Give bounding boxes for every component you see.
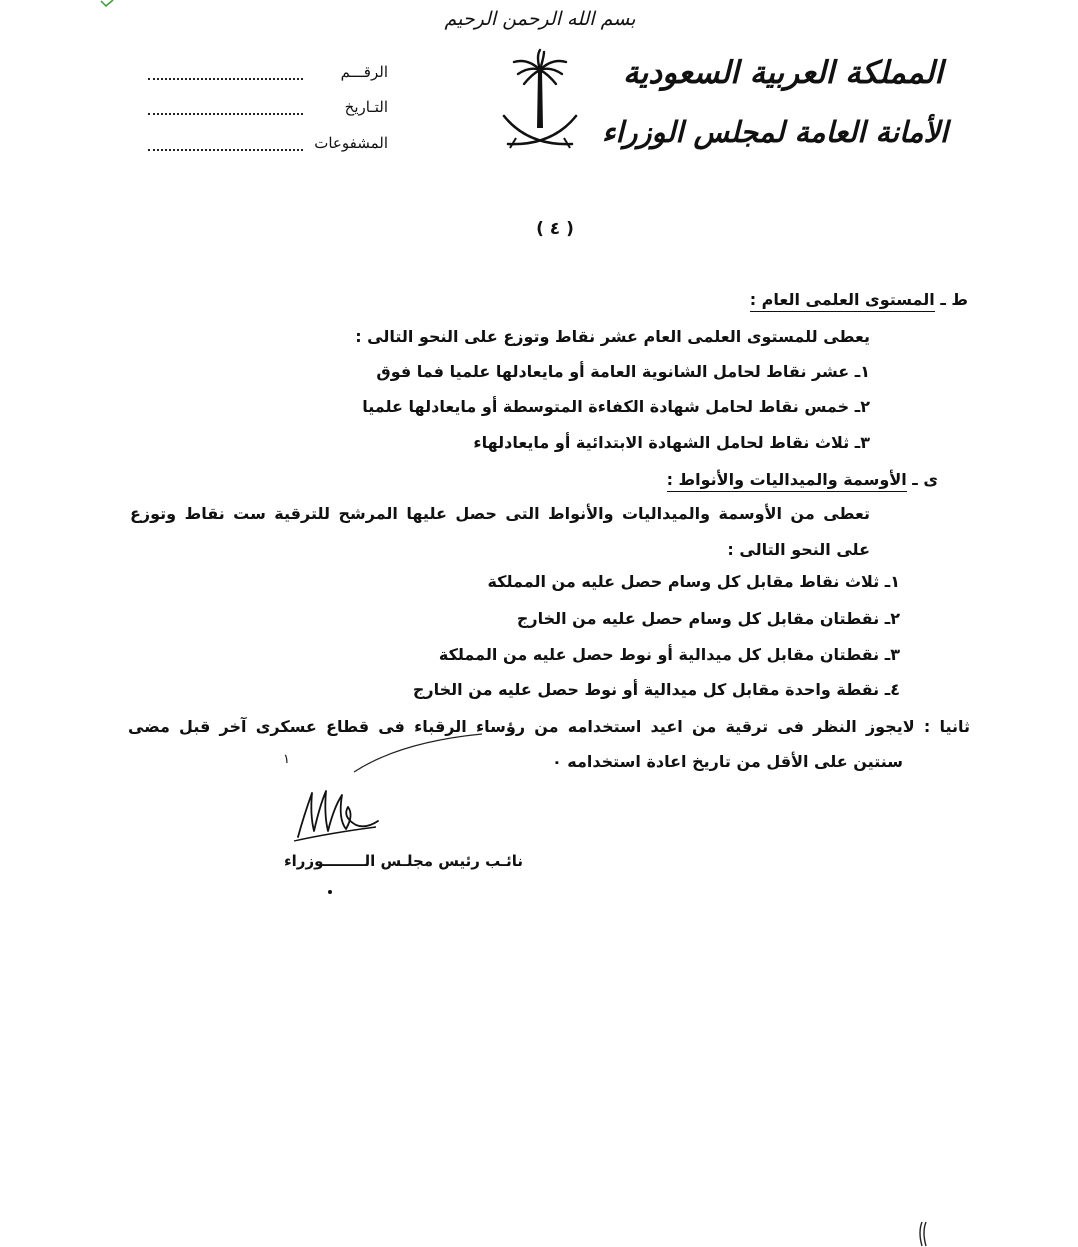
list-item: ١ـ ثلاث نقاط مقابل كل وسام حصل عليه من المملكة bbox=[487, 572, 900, 591]
list-item: ٢ـ خمس نقاط لحامل شهادة الكفاءة المتوسطة أو مايعادلها علميا bbox=[362, 397, 870, 416]
section-y-intro-line-1: تعطى من الأوسمة والميداليات والأنواط التى حصل عليها المرشح للترقية ست نقاط وتوزع bbox=[130, 504, 870, 523]
green-check-mark bbox=[100, 0, 114, 8]
dotted-line bbox=[148, 78, 303, 80]
section-prefix: ط ـ bbox=[940, 290, 968, 309]
dotted-line bbox=[148, 113, 303, 115]
secretariat-title: الأمانة العامة لمجلس الوزراء bbox=[601, 115, 948, 149]
section-prefix: ى ـ bbox=[912, 470, 938, 489]
dot-mark bbox=[328, 890, 332, 894]
signatory-title: نائـب رئيس مجلـس الــــــــوزراء bbox=[284, 852, 523, 870]
field-label: التـاريخ bbox=[344, 98, 388, 116]
section-title: الأوسمة والميداليات والأنواط : bbox=[667, 470, 907, 492]
saudi-emblem-palm-swords-icon bbox=[498, 48, 582, 158]
list-item: ١ـ عشر نقاط لحامل الشانوية العامة أو مايعادلها علميا فما فوق bbox=[376, 362, 870, 381]
field-label: الرقـــم bbox=[340, 63, 388, 81]
section-t-intro: يعطى للمستوى العلمى العام عشر نقاط وتوزع على النحو التالى : bbox=[355, 327, 870, 346]
dotted-line bbox=[148, 149, 303, 151]
second-clause-line-2: سنتين على الأقل من تاريخ اعادة استخدامه ٠ bbox=[551, 752, 903, 771]
margin-mark: ١ bbox=[283, 752, 290, 767]
section-y-intro-line-2: على النحو التالى : bbox=[727, 540, 870, 559]
corner-scan-mark bbox=[912, 1220, 932, 1247]
second-clause-line-1: ثانيا : لايجوز النظر فى ترقية من اعيد استخدامه من رؤساء الرقباء فى قطاع عسكرى آخر قبل مضى bbox=[128, 717, 970, 736]
kingdom-title: المملكة العربية السعودية bbox=[623, 55, 943, 91]
reference-number-field bbox=[148, 63, 388, 87]
list-item: ٣ـ نقطتان مقابل كل ميدالية أو نوط حصل عليه من المملكة bbox=[438, 645, 900, 664]
list-item: ٢ـ نقطتان مقابل كل وسام حصل عليه من الخارج bbox=[516, 609, 900, 628]
field-label: المشفوعات bbox=[314, 134, 388, 152]
handwritten-stroke bbox=[350, 728, 490, 778]
page-number: ( ٤ ) bbox=[536, 219, 574, 239]
basmala: بسم الله الرحمن الرحيم bbox=[444, 8, 636, 30]
handwritten-signature bbox=[290, 785, 390, 845]
section-t-heading bbox=[750, 290, 968, 309]
attachments-field bbox=[148, 134, 388, 158]
date-field bbox=[148, 98, 388, 122]
list-item: ٤ـ نقطة واحدة مقابل كل ميدالية أو نوط حصل عليه من الخارج bbox=[412, 680, 900, 699]
list-item: ٣ـ ثلاث نقاط لحامل الشهادة الابتدائية أو مايعادلهاء bbox=[473, 433, 870, 452]
section-y-heading bbox=[667, 470, 938, 489]
section-title: المستوى العلمى العام : bbox=[750, 290, 935, 312]
